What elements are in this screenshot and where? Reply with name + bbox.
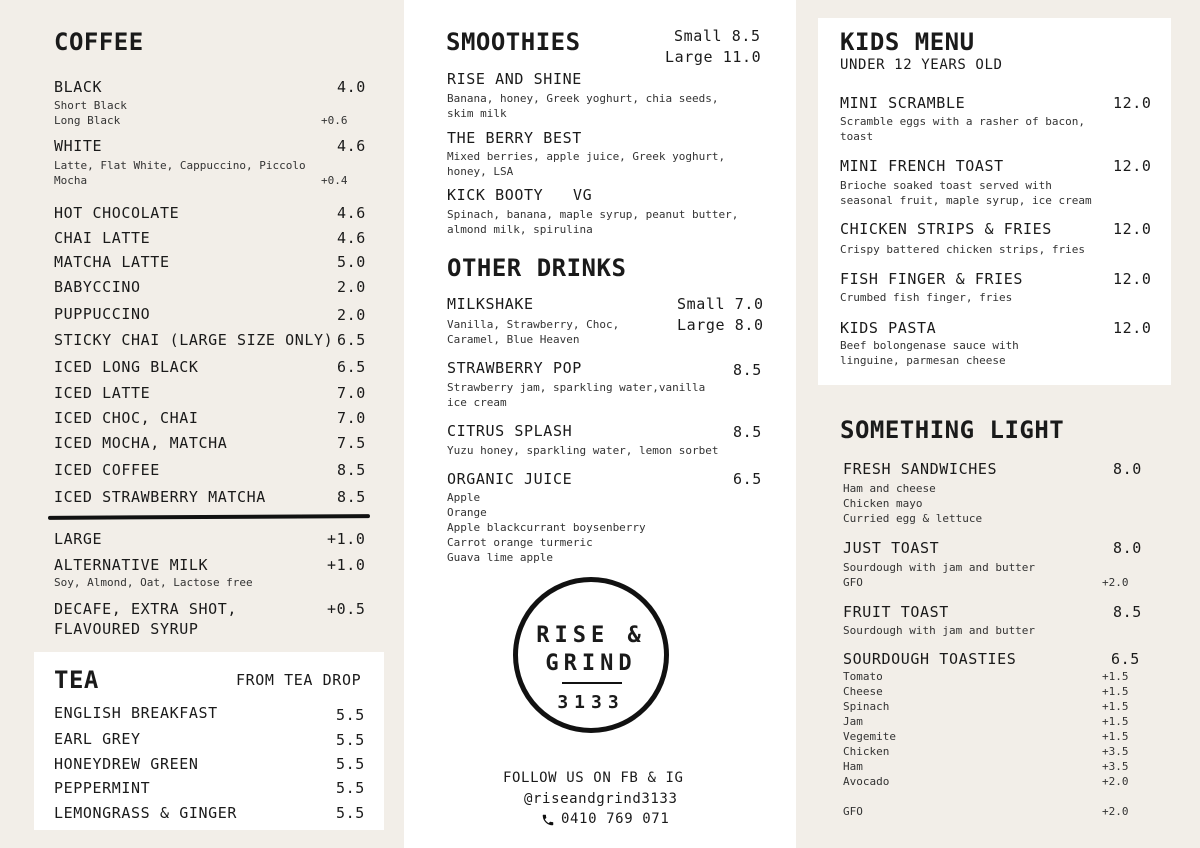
smoothie-desc: Banana, honey, Greek yoghurt, chia seeds,	[447, 92, 719, 105]
fruit-toast-desc: Sourdough with jam and butter	[843, 624, 1036, 637]
juice-option: Guava lime apple	[447, 551, 553, 564]
toastie-option-price: +1.5	[1102, 730, 1129, 743]
kids-item-desc: toast	[840, 130, 874, 143]
toastie-option-price: +1.5	[1102, 700, 1129, 713]
juice-option: Orange	[447, 506, 487, 519]
black-price: 4.0	[337, 78, 366, 96]
coffee-item-name: BABYCCINO	[54, 278, 141, 296]
tea-item-name: HONEYDREW GREEN	[54, 755, 199, 773]
toastie-option: Ham	[843, 760, 863, 773]
black-sub1: Short Black	[54, 99, 127, 112]
strawberry-pop-name: STRAWBERRY POP	[447, 359, 582, 377]
decafe-line2: FLAVOURED SYRUP	[54, 620, 199, 638]
smoothies-large: Large 11.0	[665, 48, 762, 66]
kids-item-name: FISH FINGER & FRIES	[840, 270, 1023, 288]
just-toast-desc: Sourdough with jam and butter	[843, 561, 1036, 574]
just-toast-gfo: GFO	[843, 576, 863, 589]
coffee-item-price: 5.0	[337, 253, 366, 271]
just-toast-gfo-price: +2.0	[1102, 576, 1129, 589]
fruit-toast-name: FRUIT TOAST	[843, 603, 949, 621]
tea-item-price: 5.5	[336, 731, 365, 749]
toasties-name: SOURDOUGH TOASTIES	[843, 650, 1017, 668]
toastie-option: Vegemite	[843, 730, 896, 743]
coffee-divider	[48, 514, 370, 520]
coffee-item-price: 6.5	[337, 358, 366, 376]
tea-item-name: PEPPERMINT	[54, 779, 151, 797]
sandwiches-price: 8.0	[1113, 460, 1142, 478]
toastie-option-price: +1.5	[1102, 715, 1129, 728]
tea-item-price: 5.5	[336, 706, 365, 724]
coffee-item-price: 4.6	[337, 229, 366, 247]
coffee-item-price: 7.0	[337, 409, 366, 427]
decafe-line1: DECAFE, EXTRA SHOT,	[54, 600, 237, 618]
decafe-price: +0.5	[327, 600, 366, 618]
kids-item-name: MINI FRENCH TOAST	[840, 157, 1004, 175]
toastie-option: Cheese	[843, 685, 883, 698]
tea-item-price: 5.5	[336, 755, 365, 773]
fruit-toast-price: 8.5	[1113, 603, 1142, 621]
alt-milk-sub: Soy, Almond, Oat, Lactose free	[54, 576, 253, 589]
toastie-option: Avocado	[843, 775, 890, 788]
tea-item-name: LEMONGRASS & GINGER	[54, 804, 237, 822]
toastie-option-price: +3.5	[1102, 745, 1129, 758]
citrus-splash-desc: Yuzu honey, sparkling water, lemon sorbet	[447, 444, 719, 457]
sandwich-option: Chicken mayo	[843, 497, 923, 510]
tea-title: TEA	[54, 666, 99, 694]
kids-item-price: 12.0	[1113, 319, 1152, 337]
black-sub2-price: +0.6	[321, 114, 348, 127]
kids-item-desc: Crumbed fish finger, fries	[840, 291, 1013, 304]
toasties-gfo: GFO	[843, 805, 863, 818]
smoothie-name: RISE AND SHINE	[447, 70, 582, 88]
kids-item-desc: Scramble eggs with a rasher of bacon,	[840, 115, 1086, 128]
toastie-option-price: +3.5	[1102, 760, 1129, 773]
coffee-item-name: HOT CHOCOLATE	[54, 204, 180, 222]
white-sub2-price: +0.4	[321, 174, 348, 187]
tea-item-price: 5.5	[336, 804, 365, 822]
black-name: BLACK	[54, 78, 103, 96]
coffee-item-price: 6.5	[337, 331, 366, 349]
milkshake-desc: Caramel, Blue Heaven	[447, 333, 580, 346]
strawberry-pop-desc: ice cream	[447, 396, 507, 409]
coffee-item-name: STICKY CHAI (LARGE SIZE ONLY)	[54, 331, 334, 349]
vegan-tag: VG	[573, 186, 593, 204]
citrus-splash-price: 8.5	[733, 423, 762, 441]
tea-item-price: 5.5	[336, 779, 365, 797]
sandwich-option: Curried egg & lettuce	[843, 512, 983, 525]
coffee-item-price: 7.0	[337, 384, 366, 402]
kids-item-name: CHICKEN STRIPS & FRIES	[840, 220, 1052, 238]
white-sub2: Mocha	[54, 174, 88, 187]
social-handle: @riseandgrind3133	[524, 791, 678, 807]
something-light-title: SOMETHING LIGHT	[840, 416, 1065, 444]
kids-item-desc: Beef bolongenase sauce with	[840, 339, 1019, 352]
coffee-item-name: ICED CHOC, CHAI	[54, 409, 199, 427]
kids-item-desc: Brioche soaked toast served with	[840, 179, 1052, 192]
coffee-item-price: 8.5	[337, 488, 366, 506]
coffee-item-price: 2.0	[337, 278, 366, 296]
kids-subtitle: UNDER 12 YEARS OLD	[840, 57, 1003, 73]
coffee-item-name: ICED COFFEE	[54, 461, 160, 479]
toastie-option: Chicken	[843, 745, 890, 758]
large-price: +1.0	[327, 530, 366, 548]
coffee-item-name: CHAI LATTE	[54, 229, 151, 247]
coffee-item-price: 4.6	[337, 204, 366, 222]
phone-number: 0410 769 071	[561, 811, 670, 827]
juice-option: Apple	[447, 491, 481, 504]
juice-option: Apple blackcurrant boysenberry	[447, 521, 646, 534]
smoothie-desc: Mixed berries, apple juice, Greek yoghurt,	[447, 150, 726, 163]
logo-divider	[562, 682, 622, 684]
follow-us-text: FOLLOW US ON FB & IG	[503, 770, 684, 786]
toastie-option-price: +1.5	[1102, 685, 1129, 698]
kids-item-price: 12.0	[1113, 157, 1152, 175]
coffee-item-price: 2.0	[337, 306, 366, 324]
toastie-option: Spinach	[843, 700, 890, 713]
white-sub1: Latte, Flat White, Cappuccino, Piccolo	[54, 159, 306, 172]
milkshake-desc: Vanilla, Strawberry, Choc,	[447, 318, 620, 331]
smoothie-desc: almond milk, spirulina	[447, 223, 593, 236]
sandwich-option: Ham and cheese	[843, 482, 936, 495]
tea-item-name: EARL GREY	[54, 730, 141, 748]
smoothie-desc: Spinach, banana, maple syrup, peanut butter,	[447, 208, 739, 221]
coffee-item-name: MATCHA LATTE	[54, 253, 170, 271]
kids-item-price: 12.0	[1113, 220, 1152, 238]
coffee-item-price: 7.5	[337, 434, 366, 452]
toastie-option-price: +1.5	[1102, 670, 1129, 683]
kids-item-price: 12.0	[1113, 94, 1152, 112]
kids-item-price: 12.0	[1113, 270, 1152, 288]
logo-line1: RISE &	[536, 623, 646, 648]
milkshake-small: Small 7.0	[677, 295, 764, 313]
milkshake-large: Large 8.0	[677, 316, 764, 334]
smoothie-name: THE BERRY BEST	[447, 129, 582, 147]
coffee-item-name: ICED LONG BLACK	[54, 358, 199, 376]
toasties-gfo-price: +2.0	[1102, 805, 1129, 818]
toastie-option-price: +2.0	[1102, 775, 1129, 788]
alt-milk-name: ALTERNATIVE MILK	[54, 556, 209, 574]
strawberry-pop-price: 8.5	[733, 361, 762, 379]
alt-milk-price: +1.0	[327, 556, 366, 574]
kids-item-desc: Crispy battered chicken strips, fries	[840, 243, 1086, 256]
just-toast-name: JUST TOAST	[843, 539, 940, 557]
toastie-option: Tomato	[843, 670, 883, 683]
citrus-splash-name: CITRUS SPLASH	[447, 422, 573, 440]
tea-item-name: ENGLISH BREAKFAST	[54, 704, 218, 722]
white-name: WHITE	[54, 137, 103, 155]
coffee-title: COFFEE	[54, 28, 144, 56]
phone-icon	[541, 812, 555, 826]
smoothies-title: SMOOTHIES	[446, 28, 581, 56]
logo-line2: GRIND	[545, 651, 637, 676]
just-toast-price: 8.0	[1113, 539, 1142, 557]
kids-item-desc: seasonal fruit, maple syrup, ice cream	[840, 194, 1092, 207]
smoothies-small: Small 8.5	[674, 27, 761, 45]
milkshake-name: MILKSHAKE	[447, 295, 534, 313]
coffee-item-name: PUPPUCCINO	[54, 305, 151, 323]
juice-option: Carrot orange turmeric	[447, 536, 593, 549]
large-name: LARGE	[54, 530, 103, 548]
other-drinks-title: OTHER DRINKS	[447, 254, 627, 282]
sandwiches-name: FRESH SANDWICHES	[843, 460, 998, 478]
white-price: 4.6	[337, 137, 366, 155]
organic-juice-price: 6.5	[733, 470, 762, 488]
smoothie-name: KICK BOOTY	[447, 186, 544, 204]
toasties-price: 6.5	[1111, 650, 1140, 668]
black-sub2: Long Black	[54, 114, 121, 127]
smoothie-desc: skim milk	[447, 107, 507, 120]
organic-juice-name: ORGANIC JUICE	[447, 470, 573, 488]
tea-from: FROM TEA DROP	[236, 671, 362, 689]
toastie-option: Jam	[843, 715, 863, 728]
kids-item-name: MINI SCRAMBLE	[840, 94, 966, 112]
coffee-item-name: ICED MOCHA, MATCHA	[54, 434, 228, 452]
logo-line3: 3133	[557, 692, 625, 713]
coffee-item-name: ICED STRAWBERRY MATCHA	[54, 488, 266, 506]
kids-item-name: KIDS PASTA	[840, 319, 937, 337]
strawberry-pop-desc: Strawberry jam, sparkling water,vanilla	[447, 381, 706, 394]
coffee-item-name: ICED LATTE	[54, 384, 151, 402]
kids-title: KIDS MENU	[840, 28, 975, 56]
kids-item-desc: linguine, parmesan cheese	[840, 354, 1006, 367]
smoothie-desc: honey, LSA	[447, 165, 514, 178]
coffee-item-price: 8.5	[337, 461, 366, 479]
